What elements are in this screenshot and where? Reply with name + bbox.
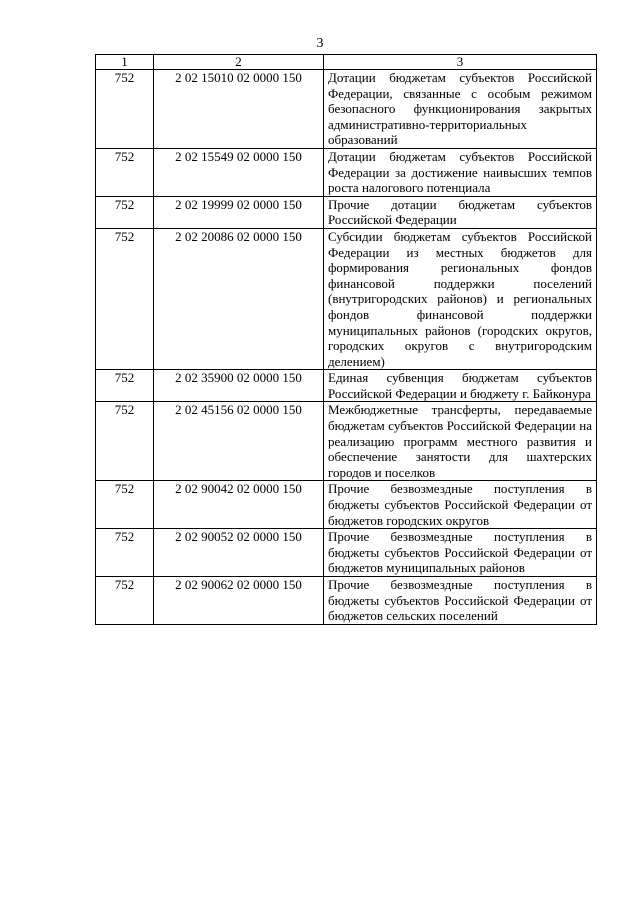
admin-code-cell: 752: [96, 402, 154, 481]
budget-code-cell: 2 02 15549 02 0000 150: [154, 148, 324, 196]
budget-code-cell: 2 02 20086 02 0000 150: [154, 228, 324, 369]
admin-code-cell: 752: [96, 70, 154, 149]
admin-code-cell: 752: [96, 481, 154, 529]
table-header-row: [96, 55, 597, 70]
table-row: [96, 70, 597, 149]
admin-code-cell: 752: [96, 577, 154, 625]
header-col-1: 1: [96, 55, 154, 70]
budget-code-cell: 2 02 90042 02 0000 150: [154, 481, 324, 529]
table-row: [96, 577, 597, 625]
budget-code-cell: 2 02 45156 02 0000 150: [154, 402, 324, 481]
budget-code-cell: 2 02 15010 02 0000 150: [154, 70, 324, 149]
revenue-name-cell: Прочие дотации бюджетам субъектов Российской Федерации: [324, 196, 597, 228]
admin-code-cell: 752: [96, 370, 154, 402]
table-row: [96, 529, 597, 577]
table-row: [96, 228, 597, 369]
revenue-name-cell: Единая субвенция бюджетам субъектов Российской Федерации и бюджету г. Байконура: [324, 370, 597, 402]
table-row: [96, 196, 597, 228]
table-row: [96, 481, 597, 529]
header-col-2: 2: [154, 55, 324, 70]
revenue-name-cell: Прочие безвозмездные поступления в бюджеты субъектов Российской Федерации от бюджетов сельских поселений: [324, 577, 597, 625]
revenue-name-cell: Прочие безвозмездные поступления в бюджеты субъектов Российской Федерации от бюджетов муниципальных районов: [324, 529, 597, 577]
table-row: [96, 402, 597, 481]
revenue-name-cell: Субсидии бюджетам субъектов Российской Федерации из местных бюджетов для формирования региональных фондов финансовой поддержки поселений (внутригородских районов) и региональных фондов финансовой поддержки муниципальных районов (городских округов, городских округов с внутригородским делением): [324, 228, 597, 369]
budget-code-cell: 2 02 19999 02 0000 150: [154, 196, 324, 228]
budget-code-cell: 2 02 90052 02 0000 150: [154, 529, 324, 577]
admin-code-cell: 752: [96, 228, 154, 369]
revenue-name-cell: Межбюджетные трансферты, передаваемые бюджетам субъектов Российской Федерации на реализацию программ местного развития и обеспечение занятости для шахтерских городов и поселков: [324, 402, 597, 481]
table-row: [96, 370, 597, 402]
header-col-3: 3: [324, 55, 597, 70]
budget-revenue-table: [95, 54, 597, 625]
admin-code-cell: 752: [96, 529, 154, 577]
budget-code-cell: 2 02 90062 02 0000 150: [154, 577, 324, 625]
table-row: [96, 148, 597, 196]
revenue-name-cell: Дотации бюджетам субъектов Российской Федерации, связанные с особым режимом безопасного функционирования закрытых административно-территориальных образований: [324, 70, 597, 149]
revenue-name-cell: Дотации бюджетам субъектов Российской Федерации за достижение наивысших темпов роста налогового потенциала: [324, 148, 597, 196]
revenue-name-cell: Прочие безвозмездные поступления в бюджеты субъектов Российской Федерации от бюджетов городских округов: [324, 481, 597, 529]
page-number: 3: [316, 36, 324, 51]
admin-code-cell: 752: [96, 196, 154, 228]
budget-code-cell: 2 02 35900 02 0000 150: [154, 370, 324, 402]
admin-code-cell: 752: [96, 148, 154, 196]
